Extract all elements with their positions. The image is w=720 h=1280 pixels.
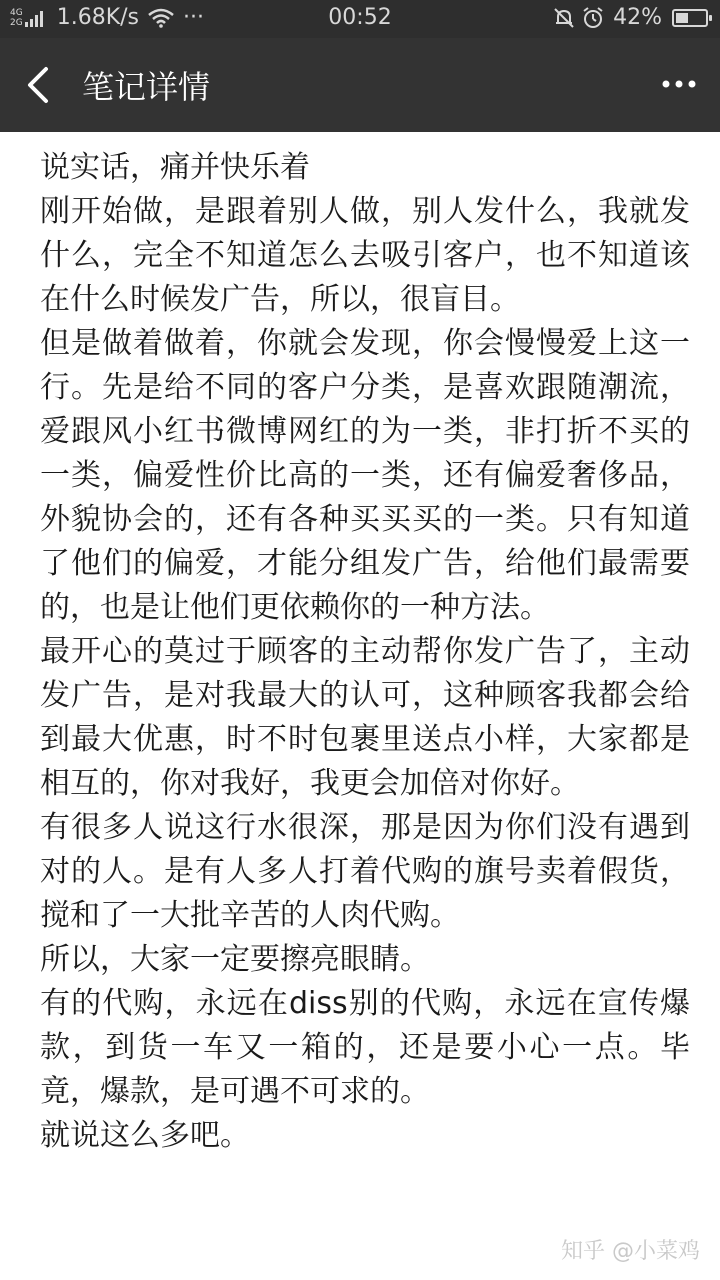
- watermark: 知乎 @小菜鸡: [561, 1239, 700, 1264]
- note-paragraph-2: 刚开始做，是跟着别人做，别人发什么，我就发什么，完全不知道怎么去吸引客户，也不知道该在什么时候发广告，所以，很盲目。: [40, 194, 690, 317]
- page-title: 笔记详情: [82, 68, 211, 106]
- note-paragraph-4: 最开心的莫过于顾客的主动帮你发广告了，主动发广告，是对我最大的认可，这种顾客我都会给到最大优惠，时不时包裹里送点小样，大家都是相互的，你对我好，我更会加倍对你好。: [40, 634, 690, 801]
- alarm-icon: [581, 6, 605, 30]
- more-options-icon[interactable]: [654, 64, 704, 104]
- battery-icon: [672, 9, 708, 27]
- note-paragraph-1: 说实话，痛并快乐着: [40, 150, 310, 185]
- note-paragraph-8: 就说这么多吧。: [40, 1118, 250, 1153]
- note-paragraph-7: 有的代购，永远在diss别的代购，永远在宣传爆款，到货一车又一箱的，还是要小心一点。毕竟，爆款，是可遇不可求的。: [40, 986, 690, 1109]
- status-right: [553, 5, 708, 30]
- note-paragraph-5: 有很多人说这行水很深，那是因为你们没有遇到对的人。是有人多人打着代购的旗号卖着假货，搅和了一大批辛苦的人肉代购。: [40, 810, 690, 933]
- network-speed: 1.68K/s: [56, 5, 139, 30]
- mute-bell-icon: [553, 7, 575, 29]
- nav-bar: [0, 38, 720, 132]
- back-arrow-icon[interactable]: [20, 60, 60, 110]
- note-paragraph-3: 但是做着做着，你就会发现，你会慢慢爱上这一行。先是给不同的客户分类，是喜欢跟随潮流，爱跟风小红书微博网红的为一类，非打折不买的一类，偏爱性价比高的一类，还有偏爱奢侈品，外貌协会的，还有各种买买买的一类。只有知道了他们的偏爱，才能分组发广告，给他们最需要的，也是让他们更依赖你的一种方法。: [40, 326, 690, 625]
- note-paragraph-6: 所以，大家一定要擦亮眼睛。: [40, 942, 430, 977]
- battery-percent: 42%: [613, 5, 662, 30]
- note-body: [40, 146, 690, 1158]
- status-more-icon: ···: [183, 5, 204, 30]
- status-time: 00:52: [328, 5, 392, 30]
- network-type-2: 2G: [10, 17, 23, 28]
- battery-fill: [676, 13, 688, 23]
- status-bar: [0, 0, 720, 38]
- network-type-1: 4G: [10, 7, 23, 18]
